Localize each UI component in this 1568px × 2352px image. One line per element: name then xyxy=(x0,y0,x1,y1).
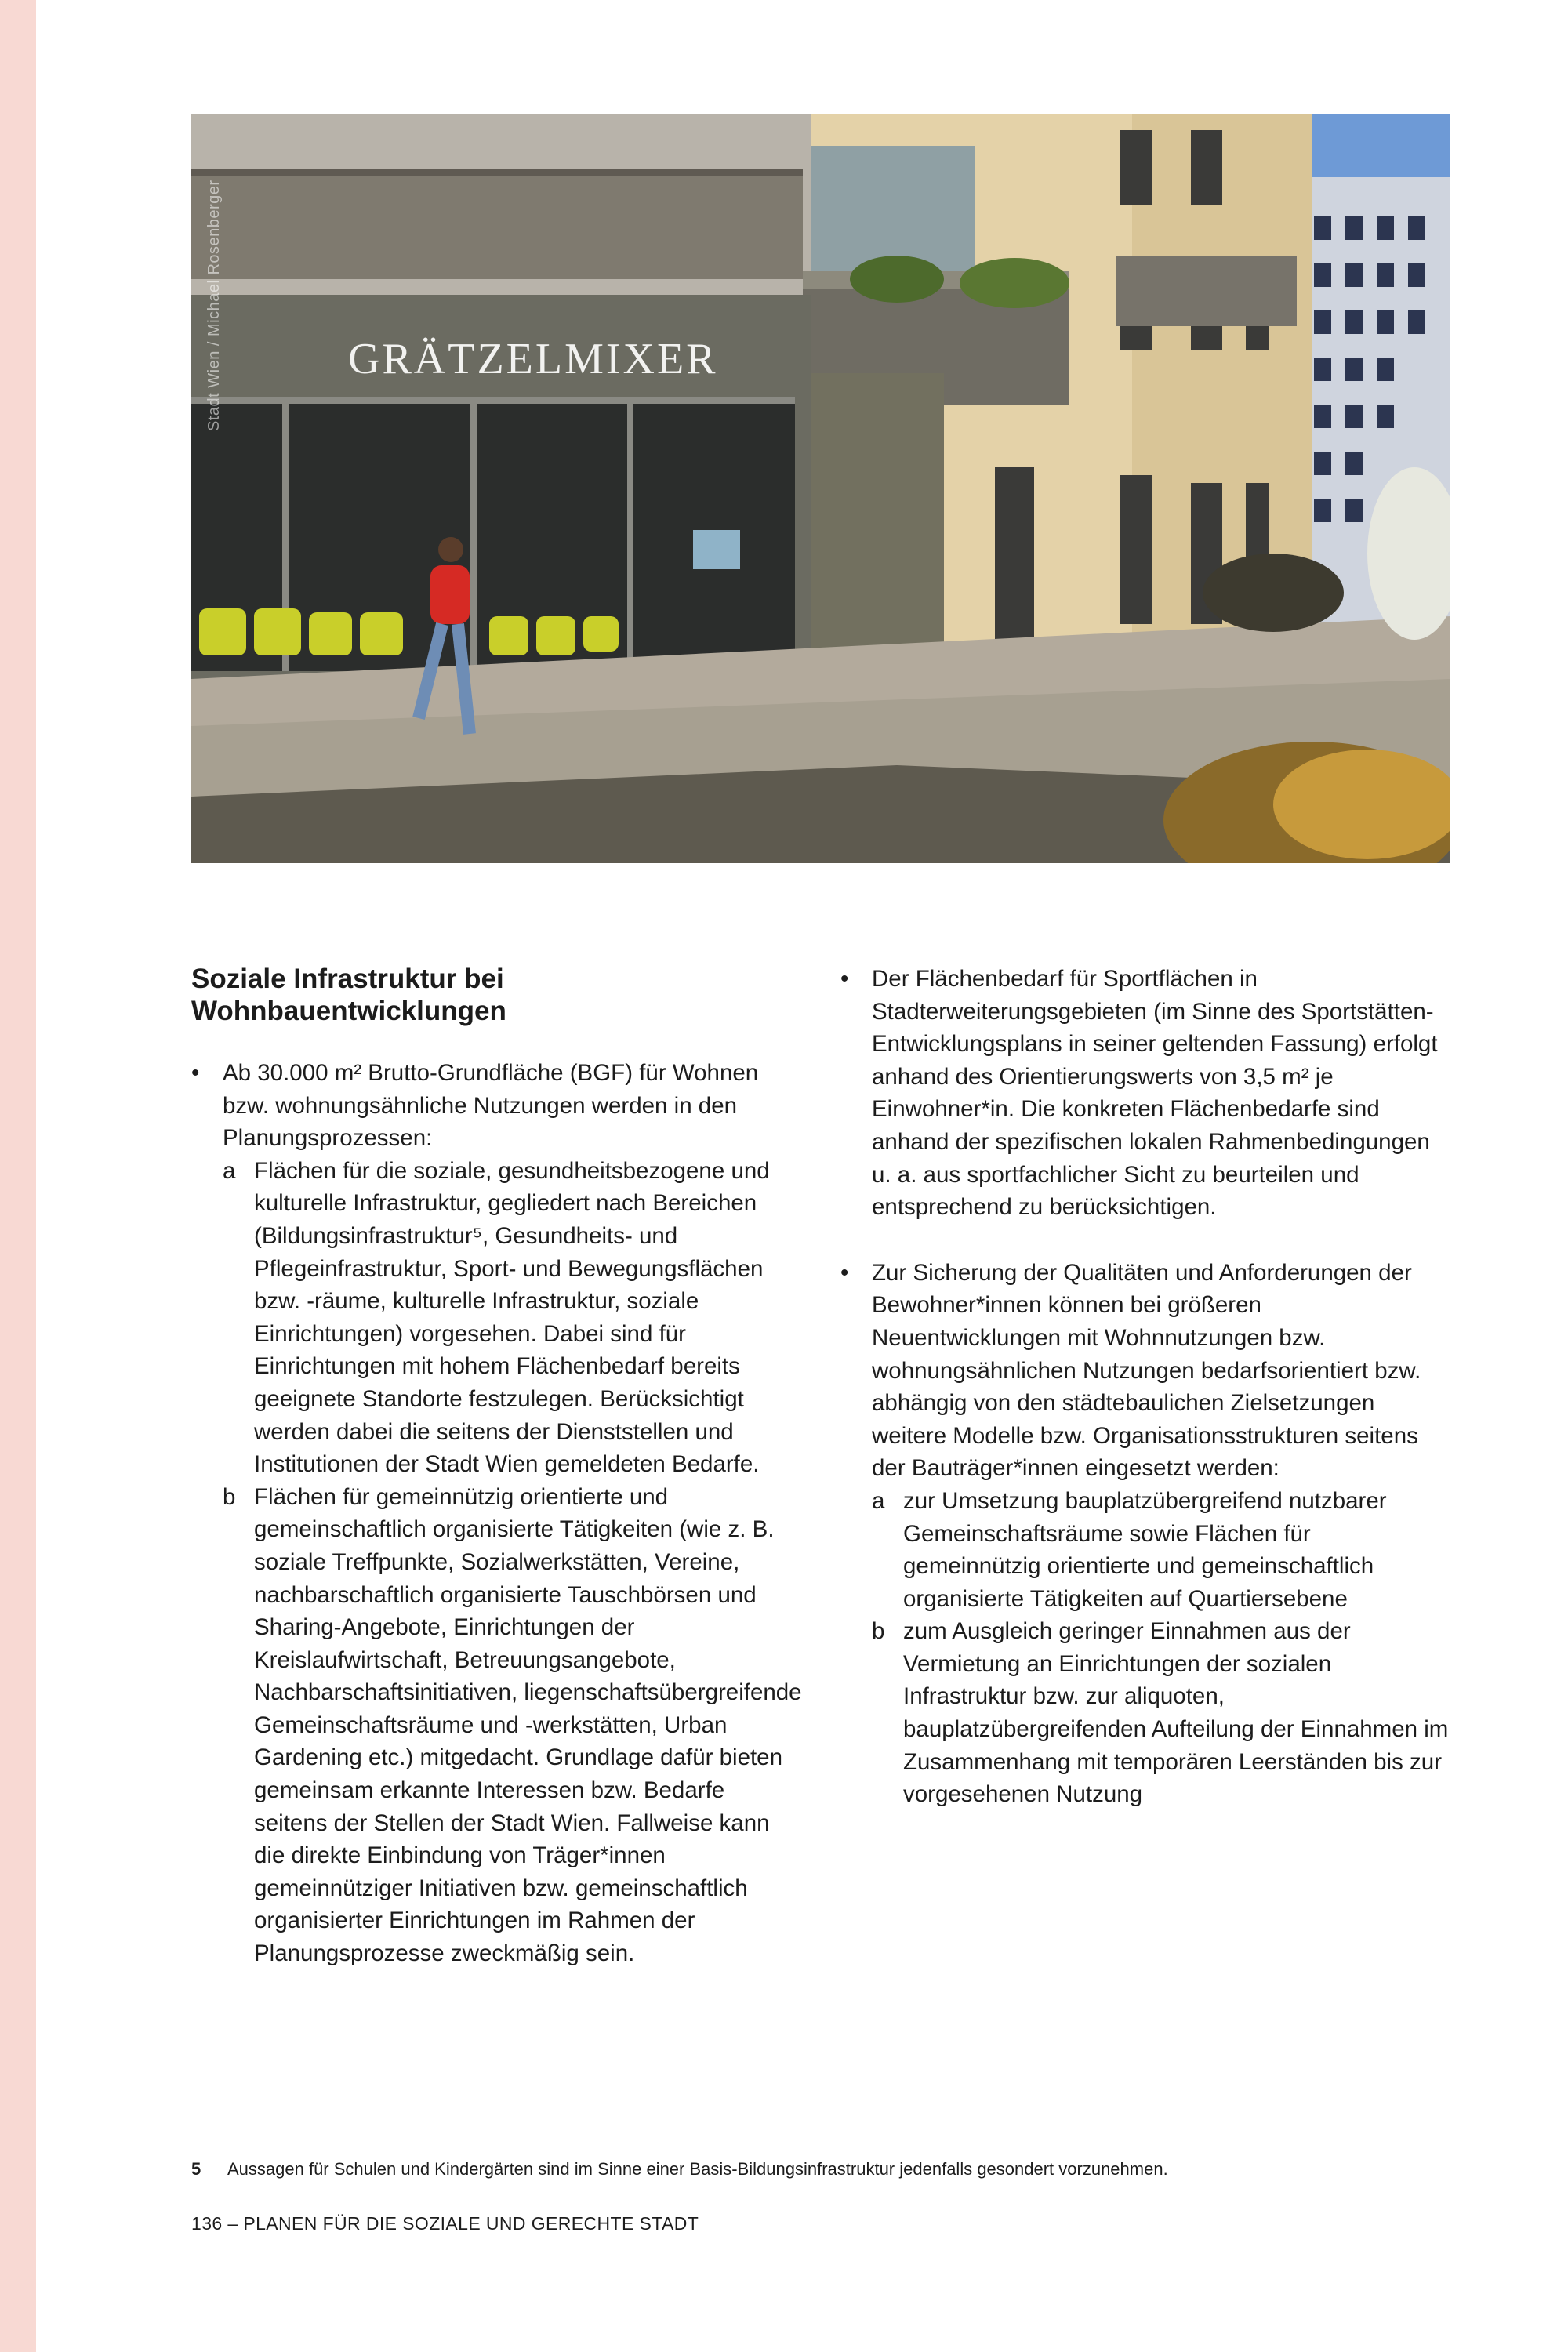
right-column xyxy=(840,963,1452,1811)
left-column xyxy=(191,963,803,1970)
section-heading xyxy=(191,963,803,1027)
heading-line-1: Soziale Infrastruktur bei xyxy=(191,964,504,994)
bullet-symbol: • xyxy=(840,966,849,992)
sub-item-text: zur Umsetzung bauplatzübergreifend nutzbarer Gemeinschaftsräume sowie Flächen für gemeinnützig orientierte und gemeinschaftlich organisierte Tätigkeiten auf Quartiersebene xyxy=(903,1487,1387,1612)
bullet-item xyxy=(840,963,1452,1224)
bullet-text: Ab 30.000 m² Brutto-Grundfläche (BGF) für Wohnen bzw. wohnungsähnliche Nutzungen werden in den Planungsprozessen: xyxy=(223,1060,759,1152)
bullet-text: Zur Sicherung der Qualitäten und Anforderungen der Bewohner*innen können bei größeren Neuentwicklungen mit Wohnnutzungen bzw. wohnungsähnlichen Nutzungen bedarfsorientiert bzw. abhängig von den städtebaulichen Zielsetzungen weitere Modelle bzw. Organisationsstrukturen seitens der Bauträger*innen eingesetzt werden: xyxy=(872,1259,1421,1482)
sub-item-letter: a xyxy=(872,1487,885,1514)
sub-item-b xyxy=(223,1481,803,1970)
footnote-number: 5 xyxy=(191,2159,201,2179)
photo-sign-text: GRÄTZELMIXER xyxy=(348,335,718,383)
sub-item-b xyxy=(872,1615,1452,1811)
bullet-symbol: • xyxy=(191,1060,200,1086)
footnote-text: Aussagen für Schulen und Kindergärten sind im Sinne einer Basis-Bildungsinfrastruktur jedenfalls gesondert vorzunehmen. xyxy=(227,2159,1168,2179)
bullet-item xyxy=(840,1257,1452,1811)
sub-item-a xyxy=(872,1485,1452,1615)
sub-item-letter: b xyxy=(223,1483,236,1510)
sub-item-text: Flächen für die soziale, gesundheitsbezogene und kulturelle Infrastruktur, gegliedert nach Bereichen (Bildungsinfrastruktur⁵, Gesundheits- und Pflegeinfrastruktur, Sport- und Bewegungsflächen bzw. -räume, kulturelle Infrastruktur, soziale Einrichtungen) vorgesehen. Dabei sind für Einrichtungen mit hohem Flächenbedarf bereits geeignete Standorte festzulegen. Berücksichtigt werden dabei die seitens der Dienststellen und Institutionen der Stadt Wien gemeldeten Bedarfe. xyxy=(254,1157,770,1478)
sub-item-letter: b xyxy=(872,1618,885,1645)
bullet-symbol: • xyxy=(840,1259,849,1286)
page-footer: 136 – PLANEN FÜR DIE SOZIALE UND GERECHTE STADT xyxy=(191,2213,699,2234)
side-color-band xyxy=(0,0,36,2352)
photo-credit: Stadt Wien / Michael Rosenberger xyxy=(205,180,223,431)
sub-item-a xyxy=(223,1155,803,1481)
heading-line-2: Wohnbauentwicklungen xyxy=(191,996,506,1026)
sub-item-letter: a xyxy=(223,1157,236,1184)
building-photo xyxy=(191,114,1450,863)
sub-item-text: Flächen für gemeinnützig orientierte und gemeinschaftlich organisierte Tätigkeiten (wie z. B. soziale Treffpunkte, Sozialwerkstätten, Vereine, nachbarschaftlich organisierte Tauschbörsen und Sharing-Angebote, Einrichtungen der Kreislaufwirtschaft, Betreuungsangebote, Nachbarschaftsinitiativen, liegenschaftsübergreifende Gemeinschaftsräume und -werkstätten, Urban Gardening etc.) mitgedacht. Grundlage dafür bieten gemeinsam erkannte Interessen bzw. Bedarfe seitens der Stellen der Stadt Wien. Fallweise kann die direkte Einbindung von Träger*innen gemeinnütziger Initiativen bzw. gemeinschaftlich organisierter Einrichtungen im Rahmen der Planungsprozesse zweckmäßig sein. xyxy=(254,1483,802,1967)
bullet-item xyxy=(191,1057,803,1970)
sub-item-text: zum Ausgleich geringer Einnahmen aus der Vermietung an Einrichtungen der sozialen Infrastruktur bzw. zur aliquoten, bauplatzübergreifenden Aufteilung der Einnahmen im Zusammenhang mit temporären Leerständen bis zur vorgesehenen Nutzung xyxy=(903,1618,1449,1808)
bullet-text: Der Flächenbedarf für Sportflächen in Stadterweiterungsgebieten (im Sinne des Sportstätten-Entwicklungsplans in seiner geltenden Fassung) erfolgt anhand des Orientierungswerts von 3,5 m² je Einwohner*in. Die konkreten Flächenbedarfe sind anhand der spezifischen lokalen Rahmenbedingungen u. a. aus sportfachlicher Sicht zu beurteilen und entsprechend zu berücksichtigen. xyxy=(872,966,1438,1221)
